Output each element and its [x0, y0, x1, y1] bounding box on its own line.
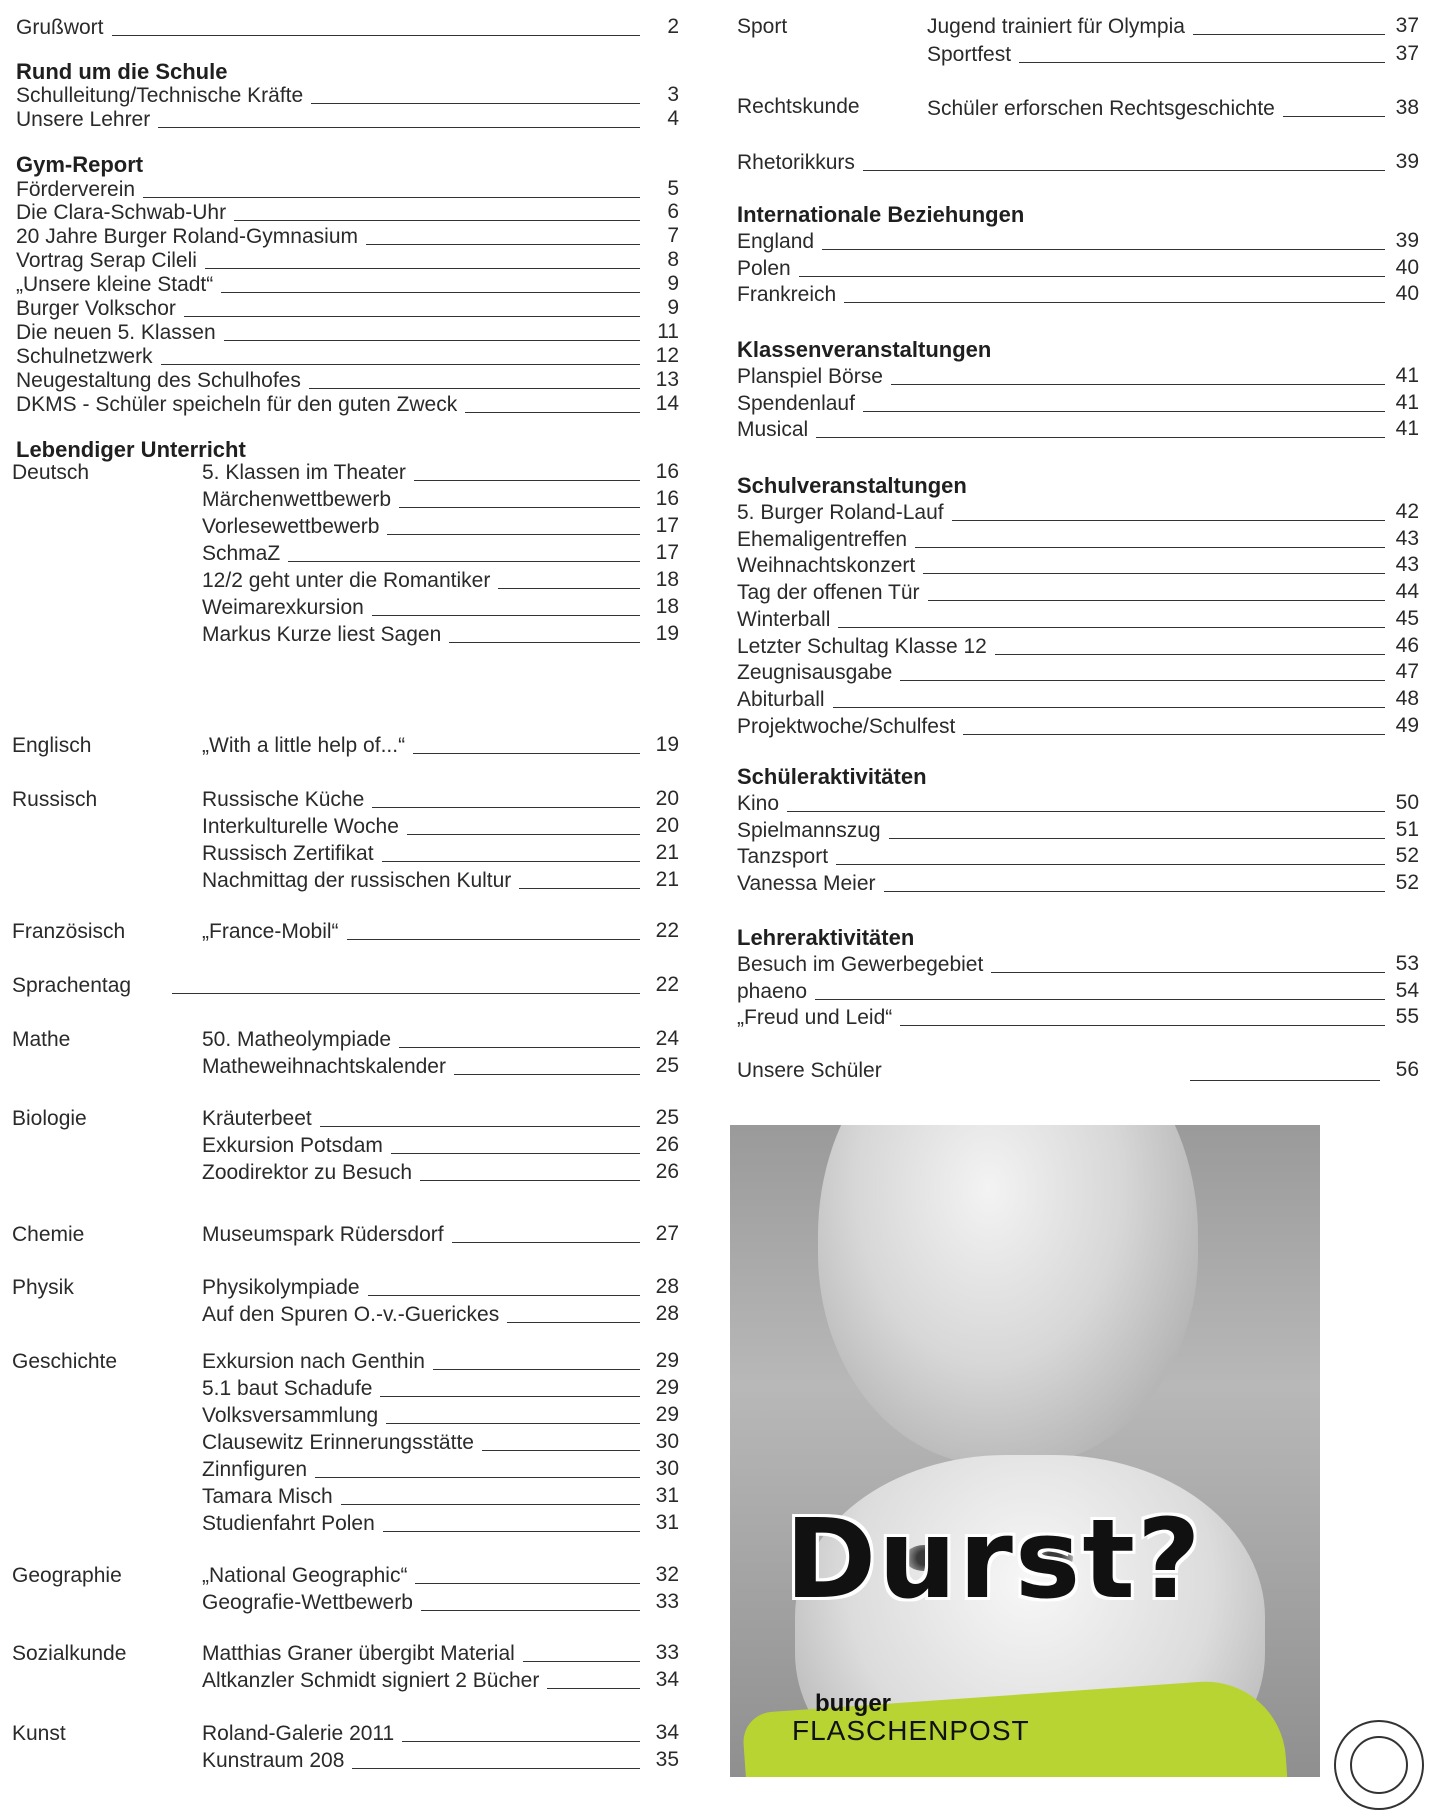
page-number: 30 [655, 1430, 679, 1453]
section-heading: Gym-Report [16, 152, 144, 177]
page-number: 4 [667, 107, 679, 130]
page-number: 22 [655, 919, 679, 942]
leader-line [234, 220, 640, 221]
leader-line [420, 1180, 640, 1181]
toc-entry-label: Förderverein [16, 178, 136, 201]
leader-line [799, 276, 1385, 277]
toc-entry-label: „National Geographic“ [202, 1564, 408, 1587]
leader-line [380, 1396, 640, 1397]
toc-entry-label: Die Clara-Schwab-Uhr [16, 201, 227, 224]
toc-entry-label: Vortrag Serap Cileli [16, 249, 197, 272]
leader-line [1019, 62, 1385, 63]
page-number: 33 [655, 1641, 679, 1664]
page-number: 48 [1395, 686, 1419, 710]
toc-entry-label: „Freud und Leid“ [737, 1006, 893, 1030]
toc-entry-label: Russisch Zertifikat [202, 842, 374, 865]
leader-line [184, 316, 640, 317]
toc-entry-label: SchmaZ [202, 542, 281, 565]
toc-entry-label: Matheweihnachtskalender [202, 1055, 446, 1078]
page-number: 16 [655, 487, 679, 510]
leader-line [900, 1025, 1385, 1026]
leader-line [454, 1074, 640, 1075]
subject-label: Sozialkunde [12, 1642, 127, 1665]
page-number: 2 [667, 15, 679, 38]
subject-label: Biologie [12, 1107, 87, 1130]
page-number: 17 [655, 514, 679, 537]
leader-line [889, 838, 1385, 839]
toc-entry-label: Tag der offenen Tür [737, 581, 920, 605]
toc-entry-label: Schulleitung/Technische Kräfte [16, 84, 304, 107]
leader-line [884, 891, 1385, 892]
leader-line [787, 811, 1385, 812]
toc-entry-label: Jugend trainiert für Olympia [927, 15, 1185, 38]
leader-line [928, 600, 1385, 601]
leader-line [891, 384, 1385, 385]
page-number: 50 [1395, 791, 1419, 814]
leader-line [407, 834, 640, 835]
section-heading: Schüleraktivitäten [737, 764, 927, 789]
toc-entry-label: „France-Mobil“ [202, 920, 339, 943]
leader-line [836, 864, 1385, 865]
page-number: 31 [655, 1484, 679, 1507]
section-heading: Lebendiger Unterricht [16, 437, 246, 462]
leader-line [311, 103, 640, 104]
toc-entry-label: 5. Klassen im Theater [202, 461, 406, 484]
toc-entry-label: Exkursion nach Genthin [202, 1350, 425, 1373]
page-number: 22 [655, 973, 679, 996]
page-number: 41 [1395, 390, 1419, 414]
toc-entry-label: Volksversammlung [202, 1404, 379, 1427]
page-number: 39 [1395, 229, 1419, 252]
page-number: 27 [655, 1222, 679, 1245]
leader-line [315, 1477, 640, 1478]
toc-entry-label: „With a little help of...“ [202, 734, 406, 757]
leader-line [844, 302, 1385, 303]
leader-line [952, 520, 1385, 521]
page-number: 34 [655, 1668, 679, 1691]
toc-entry-label: England [737, 230, 815, 253]
page-number: 9 [667, 296, 679, 319]
page-number: 51 [1395, 817, 1419, 841]
leader-line [822, 249, 1385, 250]
toc-entry-label: Burger Volkschor [16, 297, 176, 320]
page-number: 44 [1395, 580, 1419, 604]
page-number: 5 [667, 177, 679, 200]
leader-line [433, 1369, 640, 1370]
toc-entry-label: Vanessa Meier [737, 872, 876, 896]
toc-entry-label: Exkursion Potsdam [202, 1134, 383, 1157]
page-number: 14 [655, 392, 679, 415]
leader-line [507, 1322, 640, 1323]
toc-entry-label: Unsere Schüler [737, 1059, 882, 1082]
leader-line [991, 972, 1385, 973]
leader-line [816, 437, 1385, 438]
toc-entry-label: Ehemaligentreffen [737, 527, 908, 551]
toc-entry-label: Projektwoche/Schulfest [737, 714, 956, 738]
leader-line [1193, 34, 1385, 35]
page-number: 35 [655, 1748, 679, 1771]
page-number: 28 [655, 1302, 679, 1325]
leader-line [383, 1531, 640, 1532]
toc-entry-label: Frankreich [737, 283, 837, 307]
subject-label: Geographie [12, 1564, 122, 1587]
advertisement [730, 1125, 1320, 1777]
toc-entry-label: Studienfahrt Polen [202, 1512, 375, 1535]
leader-line [382, 861, 640, 862]
leader-line [482, 1450, 640, 1451]
leader-line [386, 1423, 640, 1424]
page-number: 55 [1395, 1005, 1419, 1029]
leader-line [399, 1047, 640, 1048]
toc-entry-label: Interkulturelle Woche [202, 815, 399, 838]
section-heading: Klassenveranstaltungen [737, 337, 992, 362]
page-number: 25 [655, 1106, 679, 1129]
toc-entry-label: Markus Kurze liest Sagen [202, 623, 442, 646]
leader-line [452, 1242, 640, 1243]
page-number: 18 [655, 595, 679, 618]
toc-entry-label: Letzter Schultag Klasse 12 [737, 634, 987, 658]
leader-line [547, 1688, 640, 1689]
page-number: 52 [1395, 844, 1419, 868]
toc-entry-label: Altkanzler Schmidt signiert 2 Bücher [202, 1669, 540, 1692]
page-number: 43 [1395, 553, 1419, 577]
page-number: 41 [1395, 417, 1419, 441]
toc-entry-label: Kino [737, 792, 780, 815]
leader-line [372, 615, 640, 616]
toc-entry-label: Spendenlauf [737, 391, 855, 415]
toc-entry-label: DKMS - Schüler speicheln für den guten Zweck [16, 393, 458, 416]
subject-label: Physik [12, 1276, 74, 1299]
page-number: 11 [657, 320, 679, 343]
leader-line [415, 1583, 640, 1584]
leader-line [519, 888, 640, 889]
toc-entry-label: 12/2 geht unter die Romantiker [202, 569, 491, 592]
page-number: 32 [655, 1563, 679, 1586]
leader-line [923, 573, 1385, 574]
toc-entry-label: Besuch im Gewerbegebiet [737, 953, 984, 976]
page-number: 12 [655, 344, 679, 367]
leader-line [288, 561, 640, 562]
page-number: 26 [655, 1160, 679, 1183]
page-number: 49 [1395, 713, 1419, 737]
toc-entry-label: Museumspark Rüdersdorf [202, 1223, 444, 1246]
toc-entry-label: Schulnetzwerk [16, 345, 153, 368]
leader-line [421, 1610, 640, 1611]
page-number: 38 [1395, 96, 1419, 119]
subject-label: Chemie [12, 1223, 85, 1246]
leader-line [915, 547, 1385, 548]
leader-line [838, 627, 1385, 628]
toc-entry-label: Weimarexkursion [202, 596, 364, 619]
leader-line [368, 1295, 640, 1296]
page-number: 52 [1395, 871, 1419, 895]
page-number: 24 [655, 1027, 679, 1050]
leader-line [900, 680, 1385, 681]
toc-entry-label: 20 Jahre Burger Roland-Gymnasium [16, 225, 358, 248]
page-number: 29 [655, 1376, 679, 1399]
toc-entry-label: Die neuen 5. Klassen [16, 321, 216, 344]
page-number: 37 [1395, 14, 1419, 37]
leader-line [387, 534, 640, 535]
leader-line [402, 1741, 640, 1742]
baby-photo [818, 1125, 1198, 1465]
leader-line [224, 340, 640, 341]
subject-label: Rechtskunde [737, 95, 860, 118]
toc-entry-label: Unsere Lehrer [16, 108, 151, 131]
page-number: 40 [1395, 255, 1419, 279]
leader-line [172, 993, 640, 994]
section-heading: Internationale Beziehungen [737, 202, 1025, 227]
toc-entry-label: Grußwort [16, 16, 104, 39]
subject-label: Kunst [12, 1722, 66, 1745]
leader-line [320, 1126, 640, 1127]
leader-line [399, 507, 640, 508]
toc-entry-label: 5. Burger Roland-Lauf [737, 501, 944, 524]
page-number: 18 [655, 568, 679, 591]
leader-line [205, 268, 640, 269]
page-number: 42 [1395, 500, 1419, 523]
toc-entry-label: Geografie-Wettbewerb [202, 1591, 413, 1614]
page-number: 46 [1395, 633, 1419, 657]
leader-line [413, 753, 640, 754]
toc-entry-label: 5.1 baut Schadufe [202, 1377, 373, 1400]
toc-entry-label: Tamara Misch [202, 1485, 333, 1508]
subject-label: Sport [737, 15, 788, 38]
toc-entry-label: Abiturball [737, 687, 825, 711]
toc-entry-label: Rhetorikkurs [737, 151, 855, 174]
toc-entry-label: Vorlesewettbewerb [202, 515, 380, 538]
page-number: 13 [655, 368, 679, 391]
toc-entry-label: phaeno [737, 979, 808, 1003]
page-number: 43 [1395, 526, 1419, 550]
toc-entry-label: Physikolympiade [202, 1276, 360, 1299]
page-number: 56 [1395, 1058, 1419, 1081]
ad-headline: Durst? [785, 1495, 1203, 1623]
section-heading: Lehreraktivitäten [737, 925, 915, 950]
subject-label: Französisch [12, 920, 126, 943]
toc-entry-label: Roland-Galerie 2011 [202, 1722, 395, 1745]
toc-entry-label: Kräuterbeet [202, 1107, 312, 1130]
page-number: 53 [1395, 952, 1419, 975]
page-number: 54 [1395, 978, 1419, 1002]
leader-line [158, 127, 640, 128]
page-number: 3 [667, 83, 679, 106]
brand-top: burger [815, 1690, 892, 1717]
leader-line [963, 734, 1385, 735]
leader-line [1283, 116, 1385, 117]
toc-entry-label: Tanzsport [737, 845, 829, 869]
toc-entry-label: Clausewitz Erinnerungsstätte [202, 1431, 474, 1454]
leader-line [366, 244, 640, 245]
page-number: 19 [655, 733, 679, 756]
toc-entry-label: Zoodirektor zu Besuch [202, 1161, 413, 1184]
page-number: 33 [655, 1590, 679, 1613]
leader-line [309, 388, 640, 389]
page-number: 8 [667, 248, 679, 271]
page-number: 37 [1395, 42, 1419, 65]
leader-line [143, 197, 640, 198]
toc-entry-label: Musical [737, 418, 809, 442]
toc-entry-label: Planspiel Börse [737, 365, 883, 388]
page-number: 6 [667, 200, 679, 223]
toc-entry-label: Neugestaltung des Schulhofes [16, 369, 301, 392]
toc-entry-label: Märchenwettbewerb [202, 488, 392, 511]
page-number: 19 [655, 622, 679, 645]
toc-entry-label: Polen [737, 256, 791, 280]
toc-entry-label: Russische Küche [202, 788, 365, 811]
toc-entry-label: Winterball [737, 607, 831, 631]
page-number: 7 [667, 224, 679, 247]
toc-entry-label: Auf den Spuren O.-v.-Guerickes [202, 1303, 500, 1326]
page-number: 9 [667, 272, 679, 295]
leader-line [161, 364, 640, 365]
page-number: 41 [1395, 364, 1419, 387]
leader-line [815, 999, 1385, 1000]
page-number: 25 [655, 1054, 679, 1077]
leader-line [995, 654, 1385, 655]
page-number: 47 [1395, 660, 1419, 684]
page-number: 39 [1395, 150, 1419, 173]
leader-line [449, 642, 640, 643]
leader-line [863, 411, 1385, 412]
leader-line [347, 939, 640, 940]
leader-line [498, 588, 640, 589]
leader-line [863, 170, 1385, 171]
leader-line [112, 35, 640, 36]
toc-entry-label: Kunstraum 208 [202, 1749, 345, 1772]
leader-line [833, 707, 1385, 708]
page-number: 29 [655, 1403, 679, 1426]
page-number: 17 [655, 541, 679, 564]
leader-line [391, 1153, 640, 1154]
toc-entry-label: Weihnachtskonzert [737, 554, 916, 578]
toc-entry-label: Zinnfiguren [202, 1458, 308, 1481]
leader-line [341, 1504, 640, 1505]
page-number: 40 [1395, 282, 1419, 306]
section-heading: Rund um die Schule [16, 59, 228, 84]
page-number: 29 [655, 1349, 679, 1372]
toc-entry-label: Sportfest [927, 43, 1012, 66]
section-heading: Schulveranstaltungen [737, 473, 967, 498]
leader-line [221, 292, 640, 293]
page-number: 21 [655, 868, 679, 891]
page-number: 31 [655, 1511, 679, 1534]
toc-entry-label: Spielmannszug [737, 818, 881, 842]
toc-entry-label: Schüler erforschen Rechtsgeschichte [927, 97, 1275, 120]
toc-entry-label: 50. Matheolympiade [202, 1028, 392, 1051]
page-number: 28 [655, 1275, 679, 1298]
leader-line [352, 1768, 640, 1769]
page-number: 20 [655, 787, 679, 810]
page-number: 20 [655, 814, 679, 837]
leader-line [414, 480, 640, 481]
page-number: 21 [655, 841, 679, 864]
leader-line [372, 807, 640, 808]
subject-label: Mathe [12, 1028, 71, 1051]
toc-entry-label: „Unsere kleine Stadt“ [16, 273, 214, 296]
page-number: 16 [655, 460, 679, 483]
subject-label: Geschichte [12, 1350, 118, 1373]
leader-line [1190, 1080, 1380, 1081]
toc-entry-label: Matthias Graner übergibt Material [202, 1642, 515, 1665]
page-number: 45 [1395, 606, 1419, 630]
subject-label: Englisch [12, 734, 92, 757]
brand-bottom: FLASCHENPOST [792, 1715, 1030, 1746]
leader-line [465, 412, 640, 413]
logo-circle-icon [1334, 1720, 1424, 1810]
page-number: 26 [655, 1133, 679, 1156]
subject-label: Russisch [12, 788, 98, 811]
toc-entry-label: Nachmittag der russischen Kultur [202, 869, 512, 892]
subject-label: Sprachentag [12, 974, 132, 997]
page-number: 30 [655, 1457, 679, 1480]
subject-label: Deutsch [12, 461, 90, 484]
leader-line [523, 1661, 640, 1662]
page-number: 34 [655, 1721, 679, 1744]
toc-entry-label: Zeugnisausgabe [737, 661, 893, 685]
